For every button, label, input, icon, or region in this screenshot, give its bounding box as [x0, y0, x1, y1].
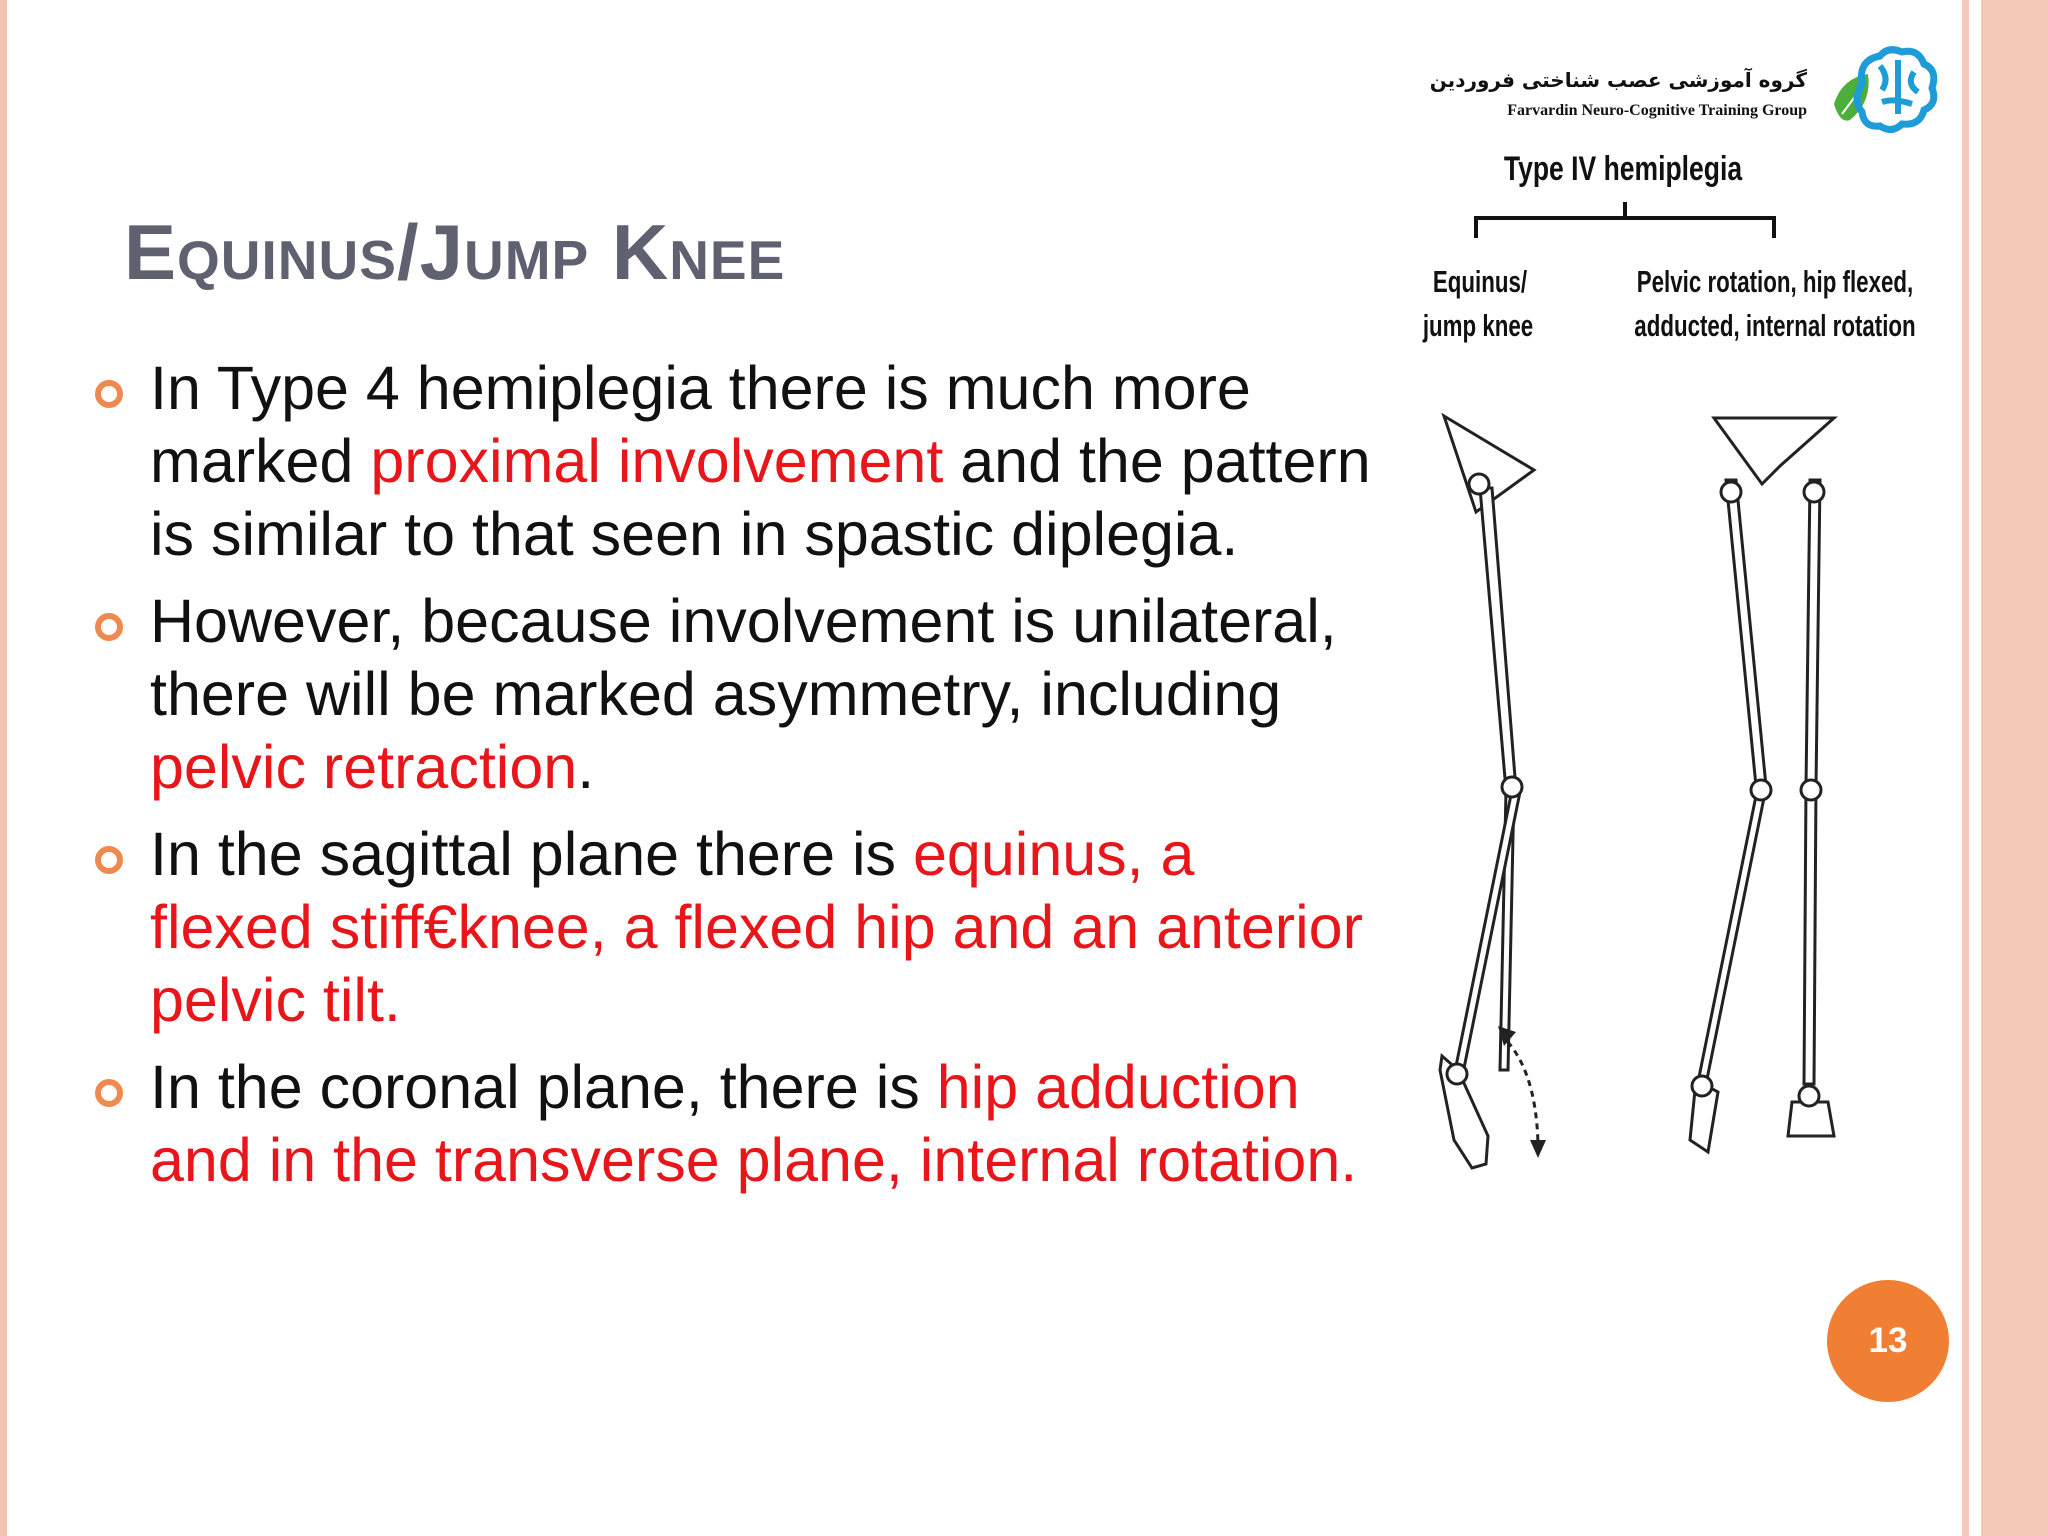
bullet-segment: However, because involvement is unilateral, there will be marked asymmetry, including	[150, 587, 1337, 728]
diagram-title: Type IV hemiplegia	[1503, 149, 1743, 188]
bullet-marker-icon	[95, 846, 123, 874]
bullet-highlight: hip adduction and in the transverse plane, internal rotation.	[150, 1053, 1358, 1194]
bullet-segment: In Type 4 hemiplegia there is much more marked	[150, 354, 1251, 495]
logo-english-text: Farvardin Neuro-Cognitive Training Group	[1507, 102, 1807, 119]
arrow-head-bottom	[1530, 1140, 1546, 1158]
slide-left-border	[0, 0, 7, 1536]
bullet-segment: In the sagittal plane there is	[150, 820, 913, 888]
slide-title: Equinus/Jump Knee	[124, 208, 786, 296]
logo-persian-text: گروه آموزشی عصب شناختی فروردین	[1429, 68, 1807, 92]
bullet-highlight: proximal involvement	[370, 427, 944, 495]
equinus-leg-figure	[1440, 416, 1534, 1168]
brand-logo	[1429, 40, 1940, 140]
bullet-marker-icon	[95, 613, 123, 641]
right-label-line2: adducted, internal rotation	[1634, 308, 1916, 343]
bullet-segment: and the pattern is similar to that seen in spastic diplegia.	[150, 427, 1371, 568]
right-label-line1: Pelvic rotation, hip flexed,	[1636, 264, 1914, 299]
brain-leaf-icon	[1828, 44, 1940, 136]
bullet-item	[92, 585, 1372, 804]
bullet-segment: In the coronal plane, there is	[150, 1053, 937, 1121]
bullet-item	[92, 818, 1372, 1037]
bullet-highlight: pelvic retraction	[150, 733, 578, 801]
diagram-bracket	[1476, 202, 1774, 238]
page-number-badge: 13	[1827, 1280, 1949, 1402]
bullet-marker-icon	[95, 380, 123, 408]
bullet-item	[92, 352, 1372, 571]
bullet-highlight: equinus, a flexed stiff€knee, a flexed hip and an anterior pelvic tilt.	[150, 820, 1363, 1034]
left-label-line1: Equinus/	[1432, 264, 1528, 299]
hemiplegia-diagram	[1400, 140, 1920, 1180]
slide-right-border-outer	[1962, 0, 1969, 1536]
bullet-marker-icon	[95, 1079, 123, 1107]
slide-right-border-inner	[1981, 0, 2048, 1536]
bullet-item	[92, 1051, 1372, 1197]
bullet-list	[92, 352, 1372, 1211]
bullet-segment: .	[577, 733, 595, 801]
pelvic-rotation-legs-figure	[1690, 418, 1834, 1152]
left-label-line2: jump knee	[1422, 308, 1534, 343]
